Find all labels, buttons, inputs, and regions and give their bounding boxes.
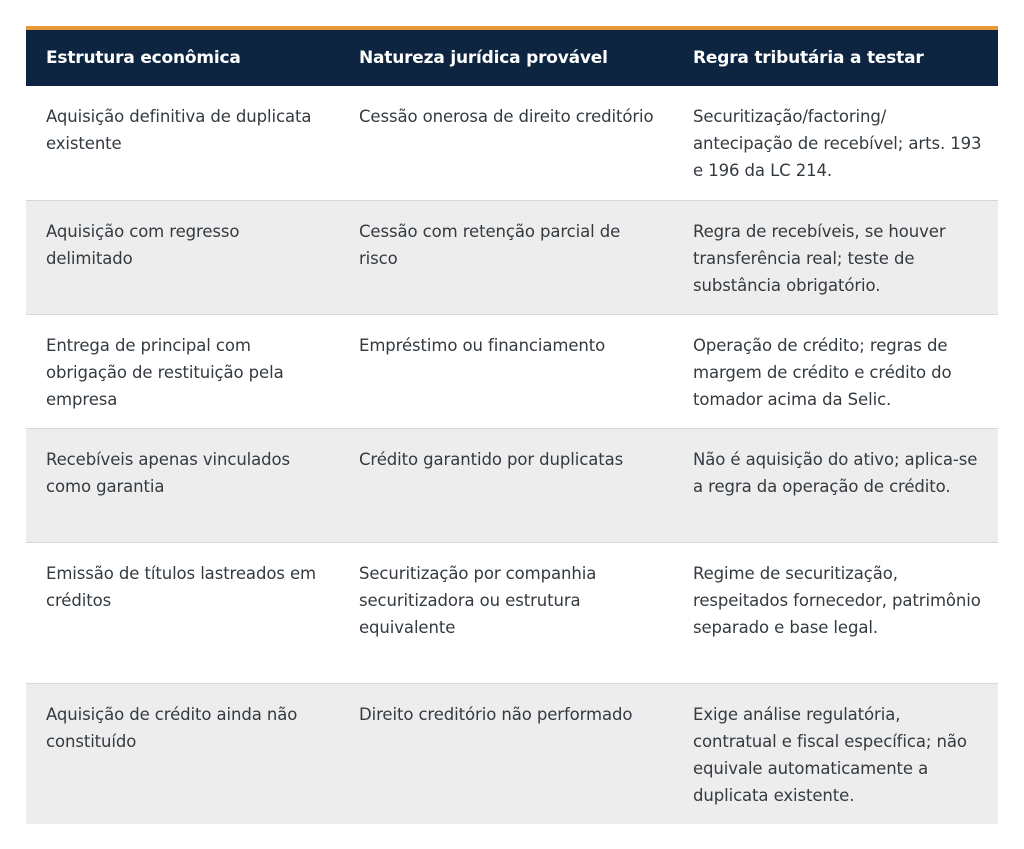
header-natureza-juridica: Natureza jurídica provável bbox=[339, 30, 673, 86]
table-row bbox=[26, 683, 998, 824]
cell-estrutura: Entrega de principal com obrigação de restituição pela empresa bbox=[26, 314, 339, 428]
cell-natureza: Empréstimo ou financiamento bbox=[339, 314, 673, 428]
cell-natureza: Cessão onerosa de direito creditório bbox=[339, 86, 673, 200]
cell-regra: Não é aquisição do ativo; aplica-se a regra da operação de crédito. bbox=[673, 428, 998, 542]
table-row bbox=[26, 86, 998, 200]
cell-regra: Regime de securitização, respeitados fornecedor, patrimônio separado e base legal. bbox=[673, 542, 998, 683]
cell-regra: Regra de recebíveis, se houver transferência real; teste de substância obrigatório. bbox=[673, 200, 998, 314]
cell-regra: Exige análise regulatória, contratual e fiscal específica; não equivale automaticamente a duplicata existente. bbox=[673, 683, 998, 824]
header-estrutura-economica: Estrutura econômica bbox=[26, 30, 339, 86]
cell-estrutura: Aquisição definitiva de duplicata existente bbox=[26, 86, 339, 200]
cell-natureza: Securitização por companhia securitizadora ou estrutura equivalente bbox=[339, 542, 673, 683]
table-row bbox=[26, 428, 998, 542]
table-row bbox=[26, 200, 998, 314]
cell-estrutura: Recebíveis apenas vinculados como garantia bbox=[26, 428, 339, 542]
comparison-table-container bbox=[26, 26, 998, 824]
cell-natureza: Direito creditório não performado bbox=[339, 683, 673, 824]
cell-regra: Operação de crédito; regras de margem de crédito e crédito do tomador acima da Selic. bbox=[673, 314, 998, 428]
header-regra-tributaria: Regra tributária a testar bbox=[673, 30, 998, 86]
cell-regra: Securitização/factoring/ antecipação de recebível; arts. 193 e 196 da LC 214. bbox=[673, 86, 998, 200]
cell-estrutura: Emissão de títulos lastreados em créditos bbox=[26, 542, 339, 683]
table-header-row bbox=[26, 30, 998, 86]
cell-estrutura: Aquisição com regresso delimitado bbox=[26, 200, 339, 314]
table-row bbox=[26, 542, 998, 683]
cell-natureza: Crédito garantido por duplicatas bbox=[339, 428, 673, 542]
table-row bbox=[26, 314, 998, 428]
cell-estrutura: Aquisição de crédito ainda não constituído bbox=[26, 683, 339, 824]
comparison-table bbox=[26, 30, 998, 824]
cell-natureza: Cessão com retenção parcial de risco bbox=[339, 200, 673, 314]
